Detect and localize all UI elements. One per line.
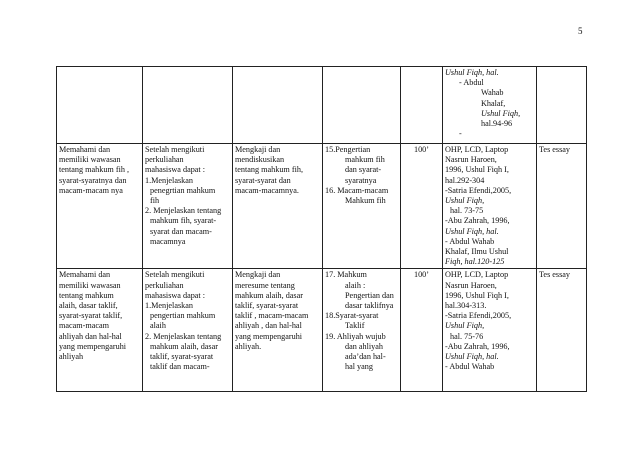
reference-line: Wahab: [481, 88, 504, 98]
text-line: tentang mahkum: [59, 290, 114, 300]
cell-assessment: [537, 269, 587, 392]
text-line: mahkum alaih, dasar: [235, 290, 303, 300]
text-line: alaih, dasar taklif,: [59, 301, 118, 311]
reference-line: -: [459, 129, 462, 139]
cell-learning: [233, 144, 323, 269]
text-line: 2. Menjelaskan tentang: [145, 331, 222, 341]
cell-references-continued: [443, 67, 537, 144]
cell-time: [401, 269, 443, 392]
text-line: mendiskusikan: [235, 155, 285, 165]
table-row-continued: [57, 67, 587, 144]
text-line: taklif dan macam-: [150, 362, 210, 372]
text-line: Tes essay: [539, 145, 571, 154]
text-line: ahliyah , dan hal-hal: [235, 321, 302, 331]
text-line: mahasiswa dapat :: [145, 165, 206, 175]
text-line: hal.292-304: [445, 175, 485, 185]
text-line: Fiqh, hal.120-125: [445, 257, 505, 267]
text-line: 19. Ahliyah wujub: [325, 331, 386, 341]
cell-time: [401, 144, 443, 269]
text-line: Ushul Fiqh, hal.: [445, 352, 499, 362]
cell-learning: [233, 269, 323, 392]
cell-references: [443, 269, 537, 392]
text-line: Pengertian dan: [345, 290, 394, 300]
reference-line: - Abdul: [459, 78, 484, 88]
text-line: alaih :: [345, 280, 366, 290]
text-line: 1.Menjelaskan: [145, 301, 193, 311]
text-line: -Satria Efendi,2005,: [445, 311, 512, 321]
page-number: 5: [578, 26, 583, 36]
text-line: hal. 73-75: [450, 206, 484, 216]
reference-line: Ushul Fiqh, hal.: [445, 68, 499, 77]
text-line: Mengkaji dan: [235, 270, 281, 280]
table-row: [57, 269, 587, 392]
text-line: yang mempengaruhi: [235, 331, 303, 341]
text-line: Ushul Fiqh,: [445, 196, 485, 206]
text-line: Setelah mengikuti: [145, 145, 205, 154]
text-line: 1.Menjelaskan: [145, 175, 193, 185]
cell-empty: [233, 67, 323, 144]
text-line: 2. Menjelaskan tentang: [145, 206, 222, 216]
cell-empty: [143, 67, 233, 144]
cell-competency: [57, 144, 143, 269]
text-line: - Abdul Wahab: [445, 236, 495, 246]
text-line: OHP, LCD, Laptop: [445, 145, 509, 154]
text-line: Memahami dan: [59, 145, 111, 154]
text-line: mahkum alaih, dasar: [150, 341, 218, 351]
cell-assessment: [537, 144, 587, 269]
text-line: macamnya: [150, 236, 186, 246]
reference-line: Khalaf,: [481, 98, 506, 108]
text-line: taklif, syarat-syarat: [150, 352, 214, 362]
text-line: ahliyah dan hal-hal: [59, 331, 122, 341]
text-line: perkuliahan: [145, 155, 184, 165]
text-line: ahliyah: [59, 352, 84, 362]
cell-empty: [57, 67, 143, 144]
text-line: syarat-syaratnya dan: [59, 175, 127, 185]
text-line: mahkum fih: [345, 155, 385, 165]
text-line: memiliki wawasan: [59, 280, 121, 290]
text-line: -Abu Zahrah, 1996,: [445, 341, 510, 351]
text-line: macam-macam: [59, 321, 110, 331]
text-line: macam-macamnya.: [235, 185, 299, 195]
text-line: 17. Mahkum: [325, 270, 367, 280]
text-line: Ushul Fiqh, hal.: [445, 226, 499, 236]
text-line: Nasrun Haroen,: [445, 280, 497, 290]
table-row: [57, 144, 587, 269]
text-line: OHP, LCD, Laptop: [445, 270, 509, 280]
text-line: syaratnya: [345, 175, 377, 185]
text-line: perkuliahan: [145, 280, 184, 290]
cell-material: [323, 269, 401, 392]
text-line: 1996, Ushul Fiqh I,: [445, 290, 509, 300]
text-line: 100’: [413, 270, 429, 280]
text-line: Mengkaji dan: [235, 145, 281, 154]
text-line: Taklif: [345, 321, 365, 331]
text-line: fih: [150, 196, 160, 206]
text-line: syarat-syarat taklif,: [59, 311, 123, 321]
cell-empty: [401, 67, 443, 144]
text-line: 18.Syarat-syarat: [325, 311, 379, 321]
text-line: alaih: [150, 321, 166, 331]
syllabus-table: [56, 66, 587, 392]
cell-indicator: [143, 144, 233, 269]
text-line: 15.Pengertian: [325, 145, 371, 154]
reference-line: hal.94-96: [481, 119, 513, 129]
text-line: taklif , macam-macam: [235, 311, 309, 321]
text-line: taklif, syarat-syarat: [235, 301, 299, 311]
text-line: meresume tentang: [235, 280, 295, 290]
text-line: Khalaf, Ilmu Ushul: [445, 247, 509, 257]
text-line: syarat dan macam-: [150, 226, 212, 236]
text-line: ada’dan hal-: [345, 352, 386, 362]
cell-references: [443, 144, 537, 269]
text-line: yang mempengaruhi: [59, 341, 127, 351]
text-line: syarat-syarat dan: [235, 175, 291, 185]
text-line: 1996, Ushul Fiqh I,: [445, 165, 509, 175]
text-line: Mahkum fih: [345, 196, 386, 206]
text-line: -Abu Zahrah, 1996,: [445, 216, 510, 226]
text-line: hal.304-313.: [445, 301, 487, 311]
text-line: -Satria Efendi,2005,: [445, 185, 512, 195]
text-line: 100’: [413, 145, 429, 154]
text-line: pengertian mahkum: [150, 311, 216, 321]
text-line: mahkum fih, syarat-: [150, 216, 217, 226]
text-line: Setelah mengikuti: [145, 270, 205, 280]
text-line: tentang mahkum fih,: [235, 165, 303, 175]
cell-empty: [323, 67, 401, 144]
cell-material: [323, 144, 401, 269]
text-line: hal. 75-76: [450, 331, 484, 341]
text-line: dan ahliyah: [345, 341, 383, 351]
cell-empty: [537, 67, 587, 144]
text-line: Ushul Fiqh,: [445, 321, 485, 331]
text-line: Nasrun Haroen,: [445, 155, 497, 165]
text-line: dasar taklifnya: [345, 301, 394, 311]
text-line: 16. Macam-macam: [325, 185, 389, 195]
text-line: Tes essay: [539, 270, 571, 280]
text-line: macam-macam nya: [59, 185, 123, 195]
text-line: hal yang: [345, 362, 373, 372]
text-line: - Abdul Wahab: [445, 362, 495, 372]
text-line: dan syarat-: [345, 165, 382, 175]
text-line: mahasiswa dapat :: [145, 290, 206, 300]
text-line: ahliyah.: [235, 341, 262, 351]
text-line: penegrtian mahkum: [150, 185, 216, 195]
cell-competency: [57, 269, 143, 392]
text-line: Memahami dan: [59, 270, 111, 280]
text-line: tentang mahkum fih ,: [59, 165, 130, 175]
reference-line: Ushul Fiqh,: [481, 108, 521, 118]
text-line: memiliki wawasan: [59, 155, 121, 165]
cell-indicator: [143, 269, 233, 392]
